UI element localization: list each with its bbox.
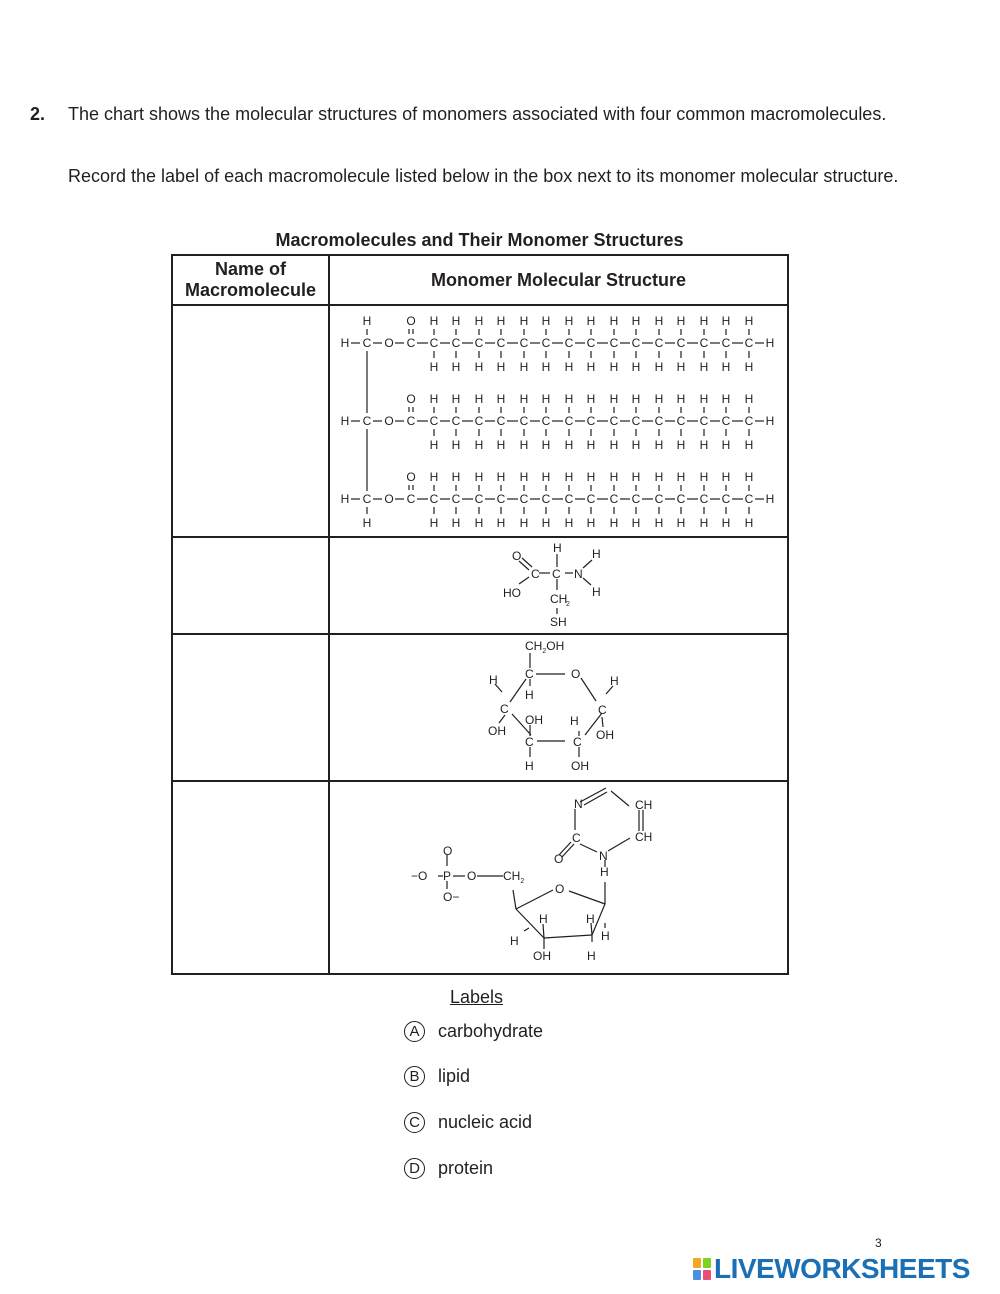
atom-C: C (496, 414, 506, 428)
atom-H: H (564, 360, 574, 374)
atom-H: H (744, 470, 754, 484)
liveworksheets-logo[interactable] (693, 1254, 970, 1284)
atom-H: H (591, 585, 601, 599)
atom-C: C (541, 336, 551, 350)
atom-C: C (451, 414, 461, 428)
atom-O: O (406, 470, 416, 484)
group-CH2OH: $CH_2OH$ (524, 639, 564, 655)
atom-H: H (676, 314, 686, 328)
atom-C: C (429, 414, 439, 428)
atom-C: C (564, 336, 574, 350)
atom-H: H (744, 392, 754, 406)
atom-O: O (384, 336, 394, 350)
atom-H: H (474, 392, 484, 406)
subscript-2: 2 (565, 601, 570, 608)
atom-H: H (654, 516, 664, 530)
label-letter-circle: B (404, 1066, 425, 1087)
atom-C: C (474, 492, 484, 506)
atom-C: C (654, 336, 664, 350)
glucose-drawing (459, 635, 659, 775)
atom-O: O (384, 414, 394, 428)
atom-H: H (429, 360, 439, 374)
atom-C: C (654, 492, 664, 506)
atom-H: H (524, 759, 534, 773)
label-text: lipid (438, 1065, 471, 1086)
atom-H: H (609, 438, 619, 452)
atom-C: C (496, 492, 506, 506)
page-number: 3 (875, 1236, 882, 1250)
atom-H: H (538, 912, 548, 926)
atom-H: H (451, 470, 461, 484)
atom-H: H (721, 360, 731, 374)
atom-C: C (564, 414, 574, 428)
atom-H: H (451, 392, 461, 406)
header-name: Name of Macromolecule (172, 255, 329, 305)
atom-C: C (551, 567, 561, 581)
atom-C: C (586, 492, 596, 506)
glucose-structure (329, 634, 788, 781)
label-item-d[interactable] (404, 1155, 493, 1181)
atom-C: C (429, 492, 439, 506)
atom-H: H (586, 360, 596, 374)
atom-H: H (591, 547, 601, 561)
question-number: 2. (30, 104, 46, 124)
atom-H: H (586, 314, 596, 328)
phosphate-Ominus: O− (442, 890, 459, 904)
atom-C: C (571, 831, 581, 845)
atom-H: H (654, 470, 664, 484)
atom-O: O (511, 549, 521, 563)
atom-C: C (699, 336, 709, 350)
atom-H: H (340, 336, 350, 350)
atom-H: H (451, 314, 461, 328)
atom-H: H (524, 688, 534, 702)
atom-C: C (721, 414, 731, 428)
atom-H: H (429, 314, 439, 328)
atom-H: H (586, 438, 596, 452)
atom-C: C (609, 492, 619, 506)
atom-H: H (744, 360, 754, 374)
atom-H: H (699, 360, 709, 374)
amino-acid-structure (329, 537, 788, 634)
atom-O: O (406, 392, 416, 406)
atom-H: H (699, 470, 709, 484)
atom-H: H (474, 516, 484, 530)
atom-H: H (676, 360, 686, 374)
atom-O: O (553, 852, 563, 866)
atom-H: H (496, 392, 506, 406)
atom-C: C (676, 336, 686, 350)
atom-H: H (654, 314, 664, 328)
group-OH: OH (524, 713, 543, 727)
atom-C: C (631, 492, 641, 506)
atom-C: C (744, 336, 754, 350)
atom-H: H (474, 470, 484, 484)
atom-C: C (406, 336, 416, 350)
atom-H: H (631, 438, 641, 452)
atom-H: H (654, 392, 664, 406)
atom-H: H (496, 438, 506, 452)
atom-C: C (541, 414, 551, 428)
group-SH: SH (549, 615, 567, 628)
atom-H: H (609, 392, 619, 406)
atom-H: H (362, 314, 372, 328)
atom-H: H (586, 949, 596, 963)
label-text: nucleic acid (438, 1111, 533, 1132)
group-OH: OH (487, 724, 506, 738)
atom-C: C (362, 414, 372, 428)
answer-box-4[interactable] (172, 781, 329, 974)
atom-C: C (406, 414, 416, 428)
atom-H: H (496, 360, 506, 374)
atom-H: H (586, 470, 596, 484)
atom-C: C (406, 492, 416, 506)
atom-H: H (676, 438, 686, 452)
atom-H: H (429, 516, 439, 530)
atom-N: N (598, 849, 608, 863)
atom-H: H (676, 392, 686, 406)
atom-H: H (599, 865, 609, 879)
atom-O: O (442, 844, 452, 858)
atom-H: H (609, 674, 619, 688)
atom-H: H (631, 516, 641, 530)
atom-H: H (699, 516, 709, 530)
atom-C: C (362, 492, 372, 506)
atom-C: C (541, 492, 551, 506)
atom-H: H (609, 516, 619, 530)
atom-C: C (451, 336, 461, 350)
atom-H: H (496, 470, 506, 484)
atom-C: C (564, 492, 574, 506)
atom-O: O (406, 314, 416, 328)
atom-C: C (429, 336, 439, 350)
atom-H: H (519, 360, 529, 374)
label-item-c[interactable] (404, 1109, 532, 1135)
atom-H: H (488, 673, 498, 687)
atom-H: H (585, 912, 595, 926)
nucleotide-drawing (409, 782, 709, 968)
atom-H: H (600, 929, 610, 943)
atom-H: H (451, 438, 461, 452)
atom-C: C (676, 414, 686, 428)
atom-C: C (597, 703, 607, 717)
atom-H: H (564, 470, 574, 484)
atom-C: C (519, 492, 529, 506)
atom-H: H (541, 516, 551, 530)
atom-H: H (699, 392, 709, 406)
atom-H: H (721, 392, 731, 406)
label-item-b[interactable] (404, 1063, 470, 1089)
atom-H: H (765, 492, 775, 506)
group-CH: CH (634, 798, 652, 812)
atom-H: H (765, 336, 775, 350)
atom-C: C (609, 414, 619, 428)
atom-H: H (541, 392, 551, 406)
atom-H: H (609, 314, 619, 328)
atom-H: H (541, 470, 551, 484)
label-letter-circle: C (404, 1112, 425, 1133)
atom-H: H (474, 314, 484, 328)
group-CH2: $CH_2$ (502, 869, 524, 885)
question-intro: The chart shows the molecular structures of monomers associated with four common macromolecules. (68, 104, 887, 124)
atom-H: H (519, 438, 529, 452)
atom-C: C (654, 414, 664, 428)
labels-title: Labels (450, 987, 504, 1007)
atom-C: C (524, 667, 534, 681)
atom-H: H (451, 360, 461, 374)
atom-H: H (721, 314, 731, 328)
atom-H: H (541, 438, 551, 452)
atom-H: H (541, 314, 551, 328)
atom-C: C (496, 336, 506, 350)
atom-H: H (509, 934, 519, 948)
atom-H: H (586, 516, 596, 530)
atom-C: C (699, 492, 709, 506)
atom-H: H (699, 314, 709, 328)
group-CH: CH (634, 830, 652, 844)
atom-H: H (721, 438, 731, 452)
atom-C: C (474, 336, 484, 350)
atom-H: H (519, 470, 529, 484)
answer-box-3[interactable] (172, 634, 329, 781)
atom-C: C (519, 336, 529, 350)
atom-C: C (721, 492, 731, 506)
atom-C: C (362, 336, 372, 350)
atom-H: H (519, 516, 529, 530)
atom-H: H (609, 470, 619, 484)
atom-H: H (631, 314, 641, 328)
atom-C: C (586, 336, 596, 350)
atom-C: C (519, 414, 529, 428)
atom-H: H (496, 516, 506, 530)
atom-H: H (429, 470, 439, 484)
atom-H: H (564, 438, 574, 452)
group-OH: OH (532, 949, 551, 963)
atom-H: H (362, 516, 372, 530)
label-letter-circle: A (404, 1021, 425, 1042)
atom-H: H (654, 438, 664, 452)
atom-H: H (340, 492, 350, 506)
answer-box-1[interactable] (172, 305, 329, 537)
atom-P: P (442, 869, 451, 883)
amino-acid-drawing (459, 538, 659, 628)
atom-C: C (676, 492, 686, 506)
ring-O: O (554, 882, 564, 896)
atom-H: H (451, 516, 461, 530)
lipid-structure-drawing (331, 306, 786, 531)
atom-H: H (721, 470, 731, 484)
atom-H: H (744, 438, 754, 452)
label-letter-circle: D (404, 1158, 425, 1179)
atom-C: C (631, 414, 641, 428)
label-item-a[interactable] (404, 1018, 543, 1044)
atom-H: H (474, 438, 484, 452)
group-OH: OH (570, 759, 589, 773)
phosphate-Ominus: −O (410, 869, 427, 883)
label-text: protein (438, 1157, 494, 1178)
atom-O: O (466, 869, 476, 883)
atom-C: C (499, 702, 509, 716)
answer-box-2[interactable] (172, 537, 329, 634)
question-instruction: Record the label of each macromolecule listed below in the box next to its monomer molecular structure. (68, 166, 899, 186)
atom-C: C (609, 336, 619, 350)
atom-O: O (384, 492, 394, 506)
atom-H: H (631, 392, 641, 406)
atom-H: H (609, 360, 619, 374)
atom-H: H (541, 360, 551, 374)
atom-H: H (564, 516, 574, 530)
atom-C: C (530, 567, 540, 581)
atom-C: C (572, 735, 582, 749)
atom-H: H (429, 438, 439, 452)
table-title: Macromolecules and Their Monomer Structures (275, 230, 684, 250)
ring-O: O (570, 667, 580, 681)
atom-H: H (765, 414, 775, 428)
atom-C: C (631, 336, 641, 350)
atom-C: C (744, 414, 754, 428)
atom-C: C (744, 492, 754, 506)
atom-H: H (699, 438, 709, 452)
atom-H: H (631, 470, 641, 484)
atom-H: H (654, 360, 664, 374)
atom-H: H (429, 392, 439, 406)
macromolecule-table (171, 254, 789, 975)
atom-H: H (586, 392, 596, 406)
atom-H: H (744, 314, 754, 328)
group-HO: HO (502, 586, 521, 600)
nucleotide-structure (329, 781, 788, 974)
brand-text: LIVEWORKSHEETS (714, 1253, 970, 1284)
atom-C: C (699, 414, 709, 428)
label-text: carbohydrate (438, 1020, 544, 1041)
atom-H: H (474, 360, 484, 374)
atom-C: C (451, 492, 461, 506)
atom-C: C (474, 414, 484, 428)
brand-mark-icon (693, 1258, 711, 1280)
atom-H: H (569, 714, 579, 728)
atom-C: C (721, 336, 731, 350)
group-OH: OH (595, 728, 614, 742)
atom-H: H (564, 314, 574, 328)
atom-H: H (552, 541, 562, 555)
atom-H: H (676, 516, 686, 530)
atom-H: H (496, 314, 506, 328)
atom-H: H (676, 470, 686, 484)
lipid-structure (329, 305, 788, 537)
atom-C: C (586, 414, 596, 428)
atom-N: N (573, 567, 583, 581)
atom-H: H (340, 414, 350, 428)
atom-H: H (519, 314, 529, 328)
atom-N: N (573, 797, 583, 811)
atom-H: H (721, 516, 731, 530)
group-CH2: CH (549, 592, 567, 606)
atom-H: H (631, 360, 641, 374)
header-structure: Monomer Molecular Structure (329, 255, 788, 305)
atom-H: H (744, 516, 754, 530)
atom-H: H (519, 392, 529, 406)
atom-C: C (524, 735, 534, 749)
atom-H: H (564, 392, 574, 406)
